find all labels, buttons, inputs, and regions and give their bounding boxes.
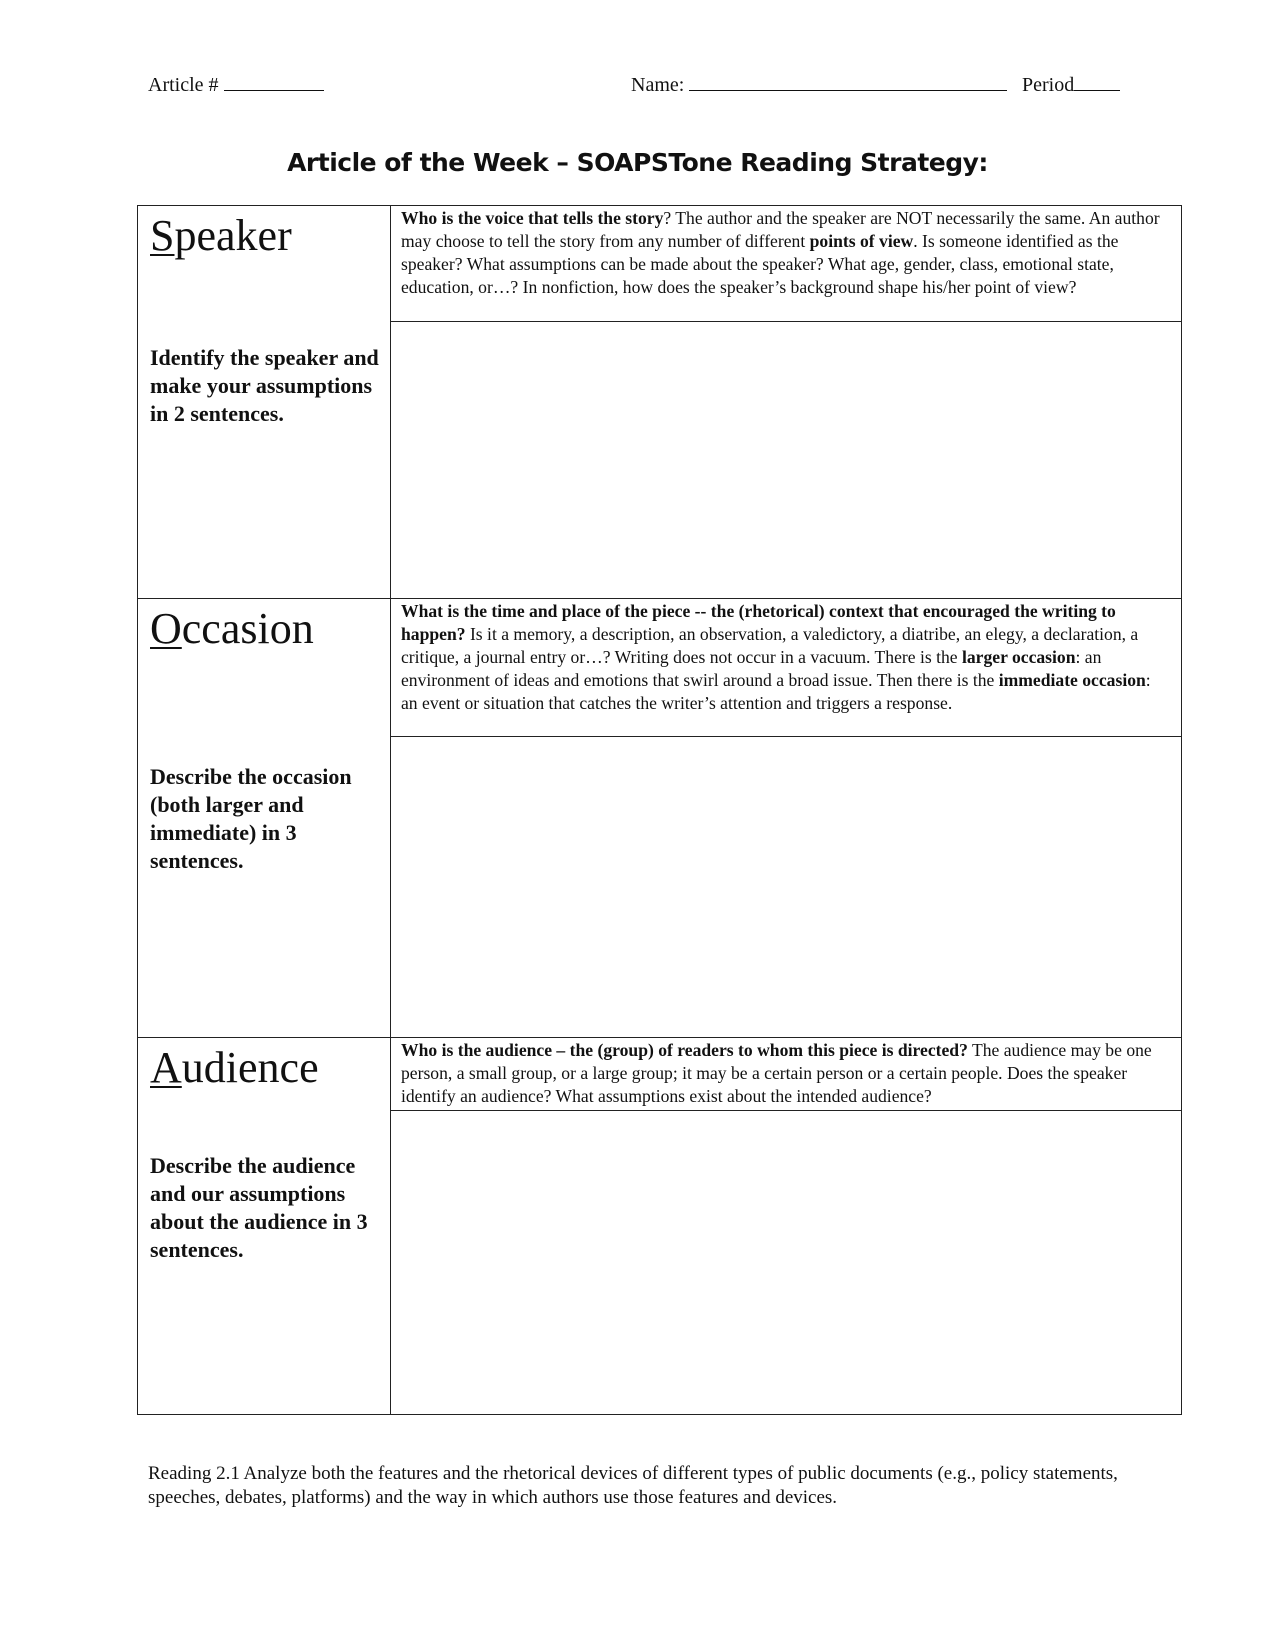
article-number-field[interactable] (148, 72, 324, 97)
period-field[interactable] (1022, 72, 1120, 97)
occasion-rest: ccasion (181, 604, 314, 653)
name-blank[interactable] (689, 72, 1007, 91)
speaker-rest: peaker (174, 211, 292, 260)
occasion-instruction: Describe the occasion (both larger and immediate) in 3 sentences. (150, 764, 352, 873)
speaker-desc-bold-2: points of view (809, 231, 914, 251)
speaker-label-cell (138, 206, 391, 599)
period-label: Period (1022, 74, 1075, 96)
soapstone-table (137, 205, 1182, 1415)
occasion-description-cell (391, 599, 1182, 737)
speaker-instruction: Identify the speaker and make your assumptions in 2 sentences. (150, 345, 379, 426)
article-label: Article # (148, 74, 219, 96)
speaker-desc-bold: Who is the voice that tells the story (401, 208, 664, 228)
audience-initial: A (150, 1043, 182, 1092)
speaker-desc-1: ? The author and the speaker are NOT necessarily the same. An author may choose to tell the story from any number of different (401, 208, 1160, 251)
occasion-desc-bold: What is the time and place of the piece -- the (rhetorical) context that encouraged the writing to happen? (401, 601, 1116, 644)
page-title: Article of the Week – SOAPSTone Reading Strategy: (287, 148, 988, 177)
audience-desc-bold: Who is the audience – the (group) of readers to whom this piece is directed? (401, 1040, 968, 1060)
occasion-label-cell (138, 599, 391, 1038)
audience-desc-1: The audience may be one person, a small group, or a large group; it may be a certain person or a certain people. Does the speaker identify an audience? What assumptions exist about the intended audience? (401, 1040, 1152, 1106)
period-blank[interactable] (1074, 72, 1120, 91)
audience-description-cell (391, 1038, 1182, 1111)
audience-description (391, 1038, 1181, 1110)
standard-footnote: Reading 2.1 Analyze both the features and the rhetorical devices of different types of public documents (e.g., policy statements, speeches, debates, platforms) and the way in which authors use those features and devices. (148, 1463, 1118, 1508)
speaker-description (391, 206, 1181, 301)
header-line (148, 72, 1145, 102)
article-number-blank[interactable] (224, 72, 324, 91)
speaker-initial: S (150, 211, 175, 260)
audience-rest: udience (181, 1043, 319, 1092)
occasion-row (138, 599, 1182, 737)
occasion-answer-cell[interactable] (391, 737, 1182, 1038)
audience-label-cell (138, 1038, 391, 1415)
speaker-desc-2: . Is someone identified as the speaker? What assumptions can be made about the speaker? What age, gender, class, emotional state, education, or…? In nonfiction, how does the speaker’s background shape his/her point of view? (401, 231, 1119, 297)
occasion-description (391, 599, 1181, 717)
occasion-desc-bold-2: larger occasion (961, 647, 1076, 667)
audience-heading (150, 1042, 382, 1094)
occasion-desc-bold-3: immediate occasion (998, 670, 1146, 690)
speaker-description-cell (391, 206, 1182, 322)
occasion-desc-3: : an event or situation that catches the writer’s attention and triggers a response. (401, 670, 1151, 713)
occasion-initial: O (150, 604, 182, 653)
speaker-answer-cell[interactable] (391, 322, 1182, 599)
speaker-row (138, 206, 1182, 322)
audience-row (138, 1038, 1182, 1111)
occasion-desc-2: : an environment of ideas and emotions that swirl around a broad issue. Then there is the (401, 647, 1102, 690)
speaker-heading (150, 210, 382, 262)
occasion-desc-1: Is it a memory, a description, an observation, a valedictory, a diatribe, an elegy, a declaration, a critique, a journal entry or…? Writing does not occur in a vacuum. There is the (401, 624, 1139, 667)
occasion-heading (150, 603, 382, 655)
audience-answer-cell[interactable] (391, 1111, 1182, 1415)
audience-instruction: Describe the audience and our assumptions about the audience in 3 sentences. (150, 1153, 368, 1262)
name-label: Name: (631, 74, 685, 96)
name-field[interactable] (631, 72, 1007, 97)
